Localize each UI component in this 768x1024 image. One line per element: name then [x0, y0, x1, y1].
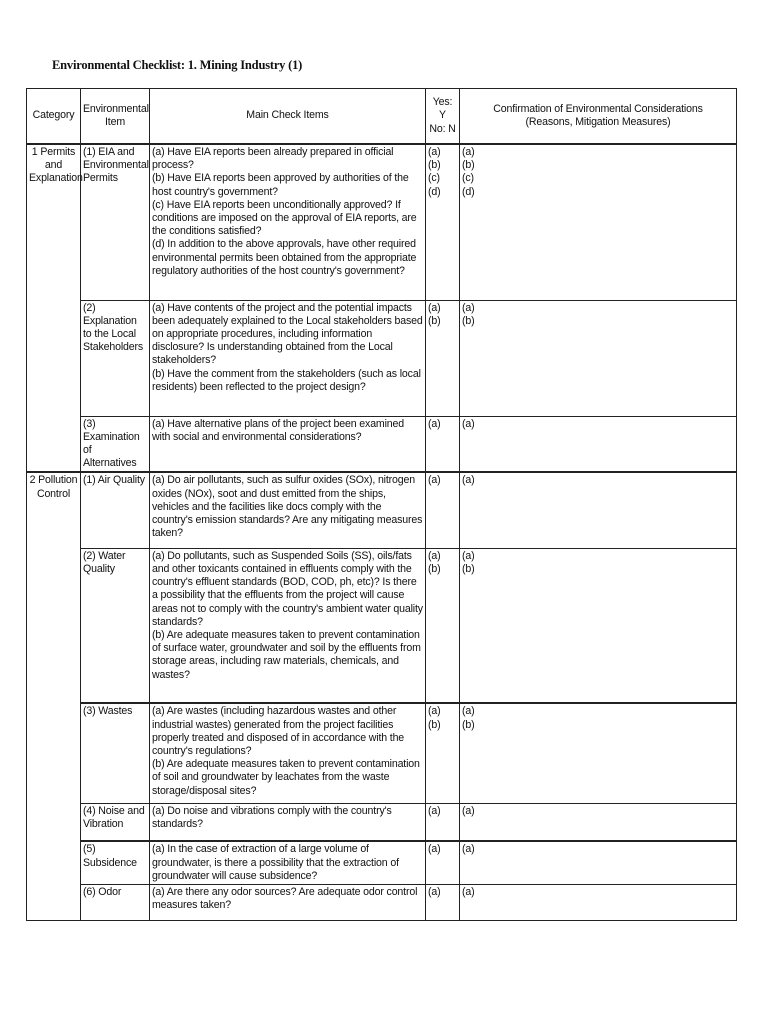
main-check-items-cell [150, 300, 426, 416]
environmental-item-cell: (4) Noise and Vibration [81, 803, 150, 841]
check-item-text: (a) Are there any odor sources? Are adequate odor control measures taken? [152, 885, 418, 912]
main-check-items-cell [150, 884, 426, 920]
check-item-text: (c) Have EIA reports been unconditionally approved? If conditions are imposed on the approval of EIA reports, are the conditions satisfied? [152, 198, 417, 238]
yes-no-cell [426, 841, 460, 884]
yes-no-cell [426, 703, 460, 803]
check-item-text: (a) Do noise and vibrations comply with the country's standards? [152, 804, 392, 831]
table-header [27, 89, 737, 145]
header-confirmation-title: Confirmation of Environmental Considerations [493, 102, 703, 115]
confirmation-label: (a) [462, 549, 475, 562]
check-item-text: (a) Have alternative plans of the project been examined with social and environmental considerations? [152, 417, 405, 443]
yes-no-label: (d) [428, 185, 441, 198]
yes-no-label: (c) [428, 172, 440, 185]
header-yes-no [426, 89, 460, 145]
yes-no-label: (b) [428, 159, 441, 172]
yes-no-label: (a) [428, 705, 441, 718]
yes-no-cell [426, 472, 460, 548]
yes-no-label: (a) [428, 301, 441, 314]
confirmation-label: (c) [462, 172, 474, 185]
yes-no-label: (b) [428, 718, 441, 731]
yes-no-cell [426, 416, 460, 472]
confirmation-cell [460, 144, 737, 300]
header-main-check-items: Main Check Items [150, 89, 426, 145]
confirmation-cell [460, 416, 737, 472]
yes-no-cell [426, 884, 460, 920]
yes-no-cell [426, 548, 460, 703]
header-row [27, 89, 737, 145]
header-confirmation-subtitle: (Reasons, Mitigation Measures) [525, 116, 671, 128]
yes-no-cell [426, 144, 460, 300]
yes-no-cell [426, 803, 460, 841]
confirmation-cell [460, 884, 737, 920]
main-check-items-cell [150, 703, 426, 803]
environmental-item-cell: (5) Subsidence [81, 841, 150, 884]
environmental-item-cell: (2) Water Quality [81, 548, 150, 703]
environmental-item-cell: (2) Explanation to the Local Stakeholders [81, 300, 150, 416]
yes-no-label: (a) [428, 474, 441, 487]
confirmation-cell [460, 703, 737, 803]
check-item-text: (a) Have contents of the project and the potential impacts been adequately explained to the Local stakeholders based on appropriate procedures, including information disclosure? Is understanding obtained from the Local stakeholders? [152, 301, 423, 367]
table-row [27, 144, 737, 300]
header-environmental-item: Environmental Item [81, 89, 150, 145]
yes-no-label: (a) [428, 146, 441, 158]
header-yes-label: Yes: Y [432, 96, 453, 122]
yes-no-label: (a) [428, 804, 441, 817]
yes-no-label: (a) [428, 417, 441, 430]
environmental-item-cell: (6) Odor [81, 884, 150, 920]
confirmation-cell [460, 841, 737, 884]
header-no-label: No: N [429, 122, 456, 135]
main-check-items-cell [150, 803, 426, 841]
yes-no-label: (b) [428, 314, 441, 327]
confirmation-label: (a) [462, 804, 475, 817]
table-body [27, 144, 737, 920]
main-check-items-cell [150, 416, 426, 472]
category-cell: 1 Permits and Explanation [27, 144, 81, 472]
check-item-text: (a) Do pollutants, such as Suspended Soils (SS), oils/fats and other toxicants contained in effluents comply with the country's effluent standards (BOD, COD, ph, etc)? Is there a possibility that the effluents from the project will cause areas not to comply with the country's ambient water quality standards? [152, 549, 423, 628]
confirmation-label: (a) [462, 301, 475, 314]
confirmation-label: (a) [462, 417, 475, 430]
main-check-items-cell [150, 548, 426, 703]
category-cell: 2 Pollution Control [27, 472, 81, 920]
main-check-items-cell [150, 841, 426, 884]
confirmation-cell [460, 300, 737, 416]
confirmation-label: (a) [462, 474, 475, 487]
header-confirmation [460, 89, 737, 145]
check-item-text: (b) Are adequate measures taken to prevent contamination of surface water, groundwater and soil by the effluents from storage areas, including raw materials, chemicals, and wastes? [152, 629, 421, 681]
confirmation-label: (b) [462, 314, 475, 327]
environmental-item-cell: (3) Wastes [81, 703, 150, 803]
confirmation-label: (a) [462, 705, 475, 718]
environmental-item-cell: (1) EIA and Environmental Permits [81, 144, 150, 300]
environmental-checklist-table [26, 88, 737, 921]
environmental-item-cell: (3) Examination of Alternatives [81, 416, 150, 472]
table-row [27, 548, 737, 703]
table-row [27, 841, 737, 884]
main-check-items-cell [150, 144, 426, 300]
check-item-text: (a) Are wastes (including hazardous wastes and other industrial wastes) generated from the project facilities properly treated and disposed of in accordance with the country's regulations? [152, 705, 405, 757]
document-title: Environmental Checklist: 1. Mining Industry (1) [52, 58, 303, 72]
confirmation-label: (a) [462, 885, 475, 898]
confirmation-label: (a) [462, 146, 475, 158]
table-row [27, 703, 737, 803]
table-row [27, 472, 737, 548]
yes-no-label: (a) [428, 549, 441, 562]
table-row [27, 416, 737, 472]
check-item-text: (b) Have EIA reports been approved by authorities of the host country's government? [152, 172, 409, 198]
confirmation-label: (a) [462, 843, 475, 856]
environmental-item-cell: (1) Air Quality [81, 472, 150, 548]
check-item-text: (a) Do air pollutants, such as sulfur oxides (SOx), nitrogen oxides (NOx), soot and dust emitted from the ships, vehicles and the facilities like docs comply with the country's emission standards? Are any mitigating measures taken? [152, 474, 423, 540]
main-check-items-cell [150, 472, 426, 548]
yes-no-label: (b) [428, 563, 441, 576]
table-row [27, 803, 737, 841]
check-item-text: (b) Have the comment from the stakeholders (such as local residents) been reflected to the project design? [152, 367, 421, 393]
table-row [27, 884, 737, 920]
yes-no-cell [426, 300, 460, 416]
check-item-text: (a) Have EIA reports been already prepared in official process? [152, 146, 394, 172]
yes-no-label: (a) [428, 843, 441, 856]
yes-no-label: (a) [428, 885, 441, 898]
check-item-text: (b) Are adequate measures taken to prevent contamination of soil and groundwater by leachates from the waste storage/disposal sites? [152, 758, 420, 797]
table-row [27, 300, 737, 416]
confirmation-cell [460, 472, 737, 548]
confirmation-label: (b) [462, 563, 475, 576]
header-category: Category [27, 89, 81, 145]
confirmation-cell [460, 548, 737, 703]
confirmation-cell [460, 803, 737, 841]
confirmation-label: (b) [462, 159, 475, 172]
confirmation-label: (d) [462, 185, 475, 198]
check-item-text: (a) In the case of extraction of a large volume of groundwater, is there a possibility that the extraction of groundwater will cause subsidence? [152, 843, 399, 882]
check-item-text: (d) In addition to the above approvals, have other required environmental permits been obtained from the appropriate regulatory authorities of the host country's government? [152, 238, 417, 277]
confirmation-label: (b) [462, 718, 475, 731]
